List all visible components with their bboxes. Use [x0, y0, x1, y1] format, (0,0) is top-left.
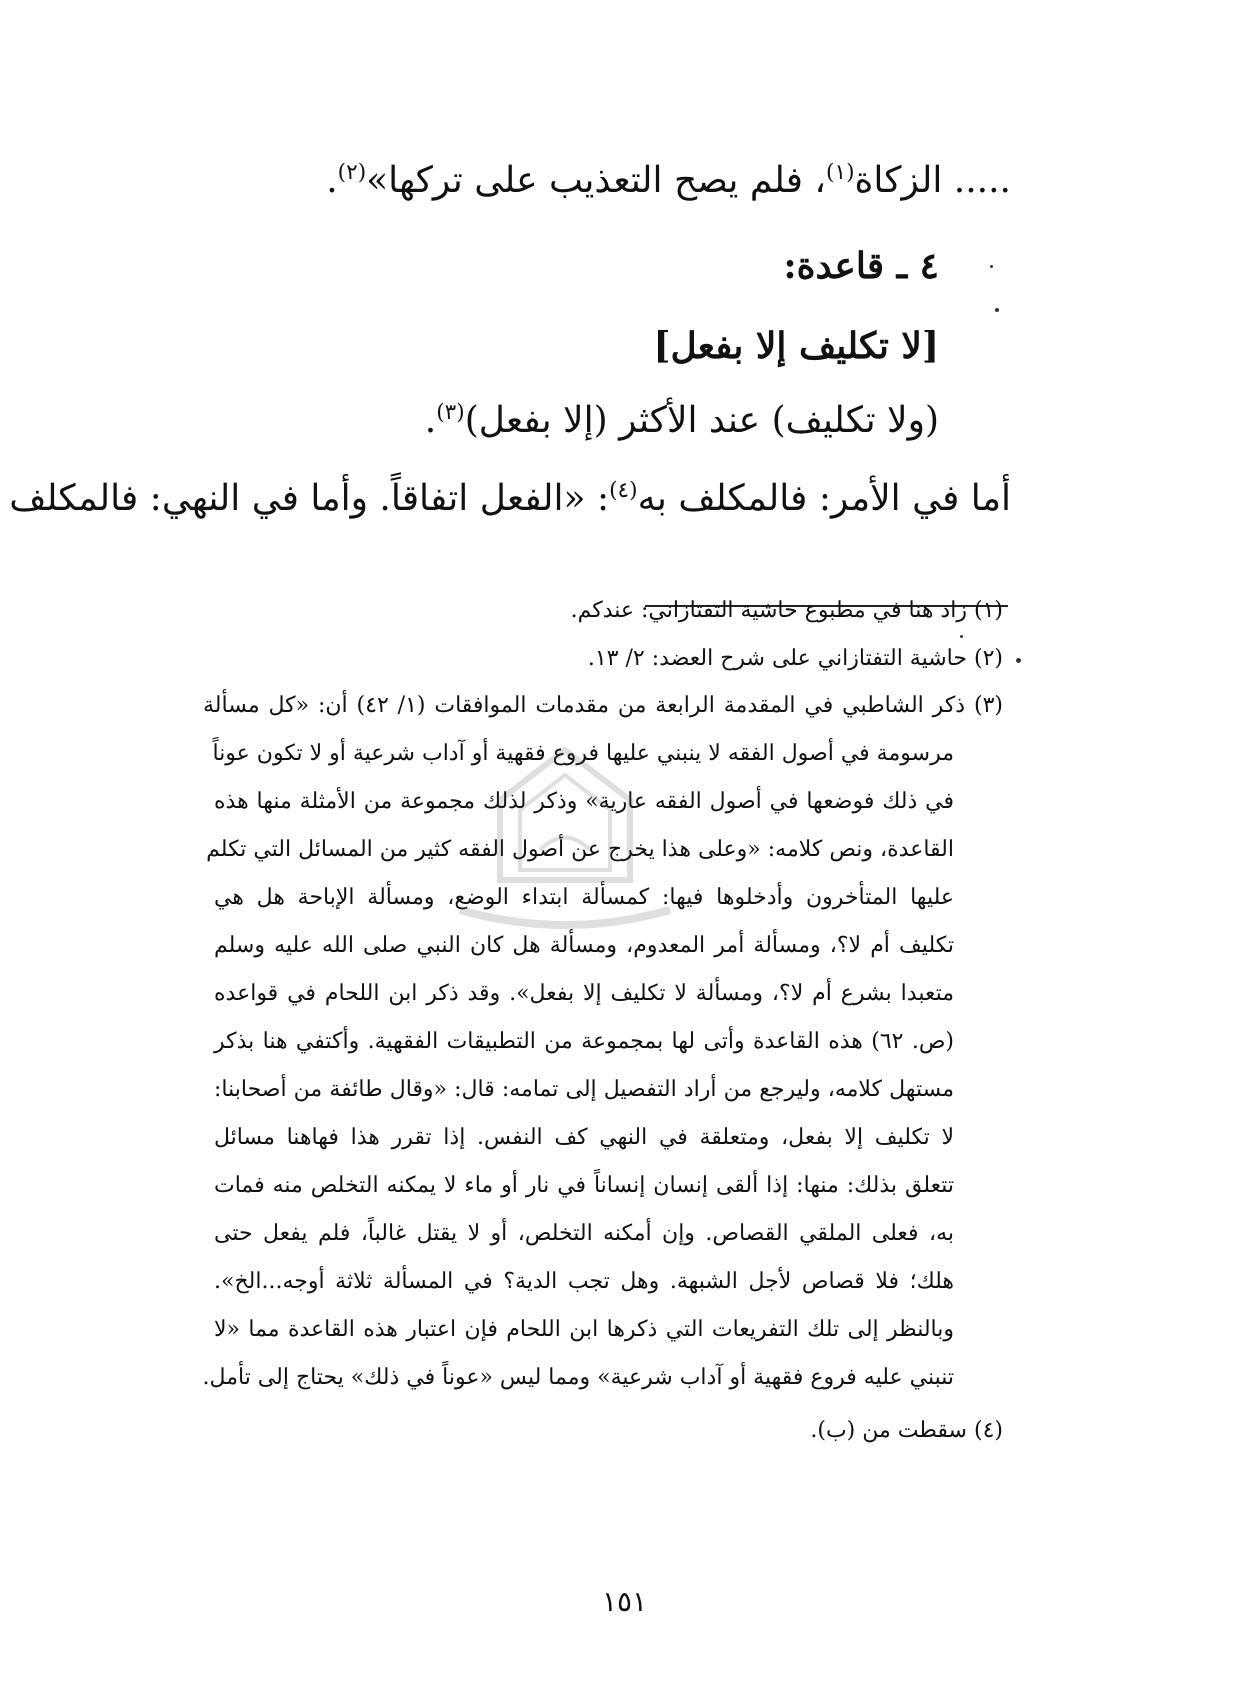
footnote-3-line: هلك؛ فلا قصاص لأجل الشبهة. وهل تجب الدية؟ في المسألة ثلاثة أوجه...الخ».: [214, 1269, 954, 1294]
footnote-3-line: تكليف أم لا؟، ومسألة أمر المعدوم، ومسألة هل كان النبي صلى الله عليه وسلم: [214, 933, 954, 958]
main-text-line-2: أما في الأمر: فالمكلف به$^{(٤)}$: «الفعل اتفاقاً. وأما في النهي: فالمكلف: [9, 478, 1011, 519]
footnote-3-line: لا تكليف إلا بفعل، ومتعلقة في النهي كف النفس. إذا تقرر هذا فهاهنا مسائل: [214, 1125, 955, 1150]
page-number: ١٥١: [601, 1585, 648, 1618]
footnote-4: (٤) سقطت من (ب).: [810, 1418, 1003, 1443]
footnote-3-line-1: (٣) ذكر الشاطبي في المقدمة الرابعة من مقدمات الموافقات (١/ ٤٢) أن: «كل مسألة: [203, 693, 1003, 718]
footnote-3-line: (ص. ٦٢) هذه القاعدة وأتى لها بمجموعة من التطبيقات الفقهية. وأكتفي هنا بذكر: [214, 1029, 954, 1054]
scan-speck: [960, 635, 963, 638]
footnote-1: (١) زاد هنا في مطبوع حاشية التفتازاني: عندكم.: [570, 598, 1003, 623]
footnote-3-line: القاعدة، ونص كلامه: «وعلى هذا يخرج عن أصول الفقه كثير من المسائل التي تكلم: [206, 837, 954, 862]
scan-speck: [1016, 658, 1021, 663]
scan-speck: [995, 308, 999, 312]
footnote-2: (٢) حاشية التفتازاني على شرح العضد: ٢/ ١٣.: [587, 646, 1003, 671]
main-text-line-1: (ولا تكليف) عند الأكثر (إلا بفعل)$^{(٣)}$.: [424, 400, 939, 441]
footnote-3-line: وبالنظر إلى تلك التفريعات التي ذكرها ابن اللحام فإن اعتبار هذه القاعدة مما «لا: [214, 1317, 954, 1342]
continuation-line: ..... الزكاة$^{(١)}$، فلم يصح التعذيب على تركها»$^{(٢)}$.: [326, 160, 1011, 201]
footnote-3-line-last: تنبني عليه فروع فقهية أو آداب شرعية» ومما ليس «عوناً في ذلك» يحتاج إلى تأمل.: [202, 1365, 954, 1390]
footnote-3-line: به، فعلى الملقي القصاص. وإن أمكنه التخلص، أو لا يقتل غالباً، فلم يفعل حتى: [214, 1221, 954, 1246]
rule-title: [لا تكليف إلا بفعل]: [653, 325, 939, 367]
footnote-3-line: عليها المتأخرون وأدخلوها فيها: كمسألة ابتداء الوضع، ومسألة الإباحة هل هي: [214, 885, 954, 910]
footnote-3-line: متعبدا بشرع أم لا؟، ومسألة لا تكليف إلا بفعل». وقد ذكر ابن اللحام في قواعده: [214, 981, 954, 1006]
scan-speck: [990, 265, 993, 268]
library-watermark-icon: [440, 730, 690, 950]
rule-heading: ٤ ـ قاعدة:: [783, 245, 939, 287]
footnote-3-line: تتعلق بذلك: منها: إذا ألقى إنسان إنساناً في نار أو ماء لا يمكنه التخلص منه فمات: [214, 1173, 954, 1198]
footnote-3-line: مستهل كلامه، وليرجع من أراد التفصيل إلى تمامه: قال: «وقال طائفة من أصحابنا:: [214, 1077, 954, 1102]
footnote-3-line: مرسومة في أصول الفقه لا ينبني عليها فروع فقهية أو آداب شرعية أو لا تكون عوناً: [212, 741, 954, 766]
footnote-3-line: في ذلك فوضعها في أصول الفقه عارية» وذكر لذلك مجموعة من الأمثلة منها هذه: [214, 789, 954, 814]
